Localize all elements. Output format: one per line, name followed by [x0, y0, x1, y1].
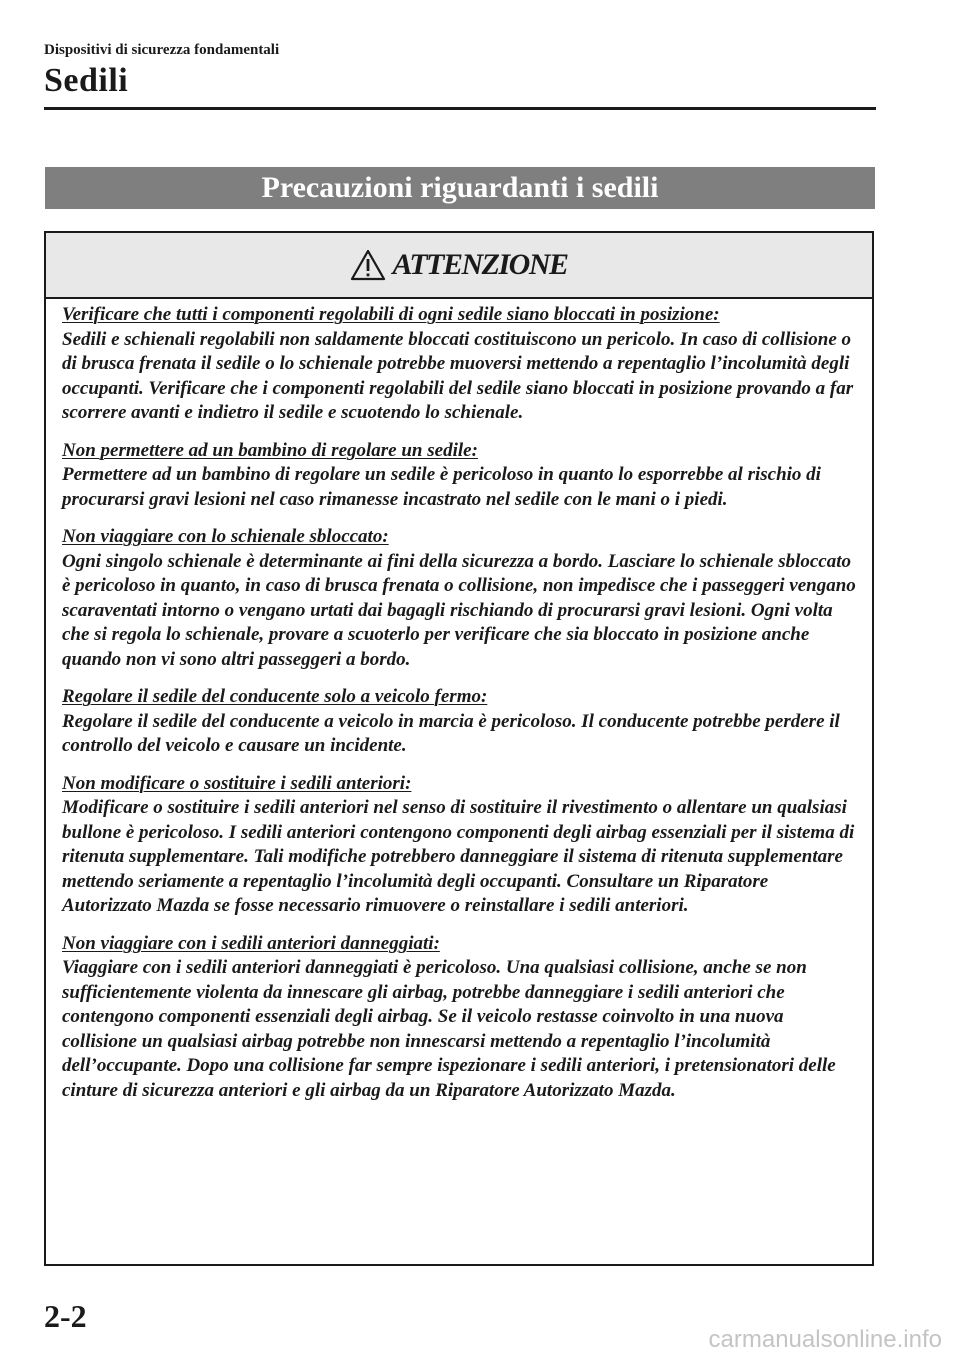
paragraph-body: Modificare o sostituire i sedili anteriori nel senso di sostituire il rivestimento o allentare un qualsiasi bullone è pericoloso. I sedili anteriori contengono componenti degli airbag essenziali per il sistema di ritenuta supplementare. Tali modifiche potrebbero danneggiare il sistema di ritenuta supplementare mettendo seriamente a repentaglio l’incolumità degli occupanti. Consultare un Riparatore Autorizzato Mazda se fosse necessario rimuovere o reinstallare i sedili anteriori.	[62, 797, 855, 916]
warning-paragraph	[62, 772, 856, 919]
paragraph-body: Sedili e schienali regolabili non saldamente bloccati costituiscono un pericolo. In caso di collisione o di brusca frenata il sedile o lo schienale potrebbe muoversi mettendo a repentaglio l’incolumità degli occupanti. Verificare che i componenti regolabili del sedile siano bloccati in posizione provando a far scorrere avanti e indietro il sedile e scuotendo lo schienale.	[62, 328, 854, 423]
warning-paragraph	[62, 525, 856, 672]
paragraph-heading: Non viaggiare con i sedili anteriori danneggiati:	[62, 932, 440, 954]
paragraph-body: Regolare il sedile del conducente a veicolo in marcia è pericoloso. Il conducente potrebbe perdere il controllo del veicolo e causare un incidente.	[62, 710, 840, 756]
paragraph-heading: Regolare il sedile del conducente solo a veicolo fermo:	[62, 686, 488, 707]
warning-header	[46, 233, 872, 299]
warning-content	[46, 299, 872, 1103]
paragraph-body: Ogni singolo schienale è determinante ai fini della sicurezza a bordo. Lasciare lo schienale sbloccato è pericoloso in quanto, in caso di brusca frenata o collisione, non impedisce che i passeggeri vengano scaraventati intorno o vengano urtati dai bagagli rischiando di procurarsi gravi lesioni. Ogni volta che si regola lo schienale, provare a scuoterlo per verificare che sia bloccato in posizione anche quando non vi sono altri passeggeri a bordo.	[62, 550, 856, 670]
paragraph-body: Viaggiare con i sedili anteriori danneggiati è pericoloso. Una qualsiasi collisione, anche se non sufficientemente violenta da innescare gli airbag, potrebbe danneggiare i sedili anteriori che contengono componenti essenziali degli airbag. Se il veicolo restasse coinvolto in una nuova collisione un qualsiasi airbag potrebbe non innescarsi mettendo a repentaglio l’incolumità dell’occupante. Dopo una collisione far sempre ispezionare i sedili anteriori, i pretensionatori delle cinture di sicurezza anteriori e gli airbag da un Riparatore Autorizzato Mazda.	[62, 957, 836, 1101]
paragraph-heading: Verificare che tutti i componenti regolabili di ogni sedile siano bloccati in posizione:	[62, 304, 720, 325]
watermark: carmanualsonline.info	[708, 1326, 942, 1353]
warning-paragraph	[62, 303, 856, 426]
paragraph-heading: Non viaggiare con lo schienale sbloccato:	[62, 526, 389, 547]
header-divider	[44, 107, 876, 110]
paragraph-heading: Non permettere ad un bambino di regolare un sedile:	[62, 439, 478, 461]
warning-paragraph	[62, 439, 856, 513]
warning-paragraph	[62, 932, 856, 1104]
page-title: Sedili	[44, 62, 129, 99]
paragraph-heading: Non modificare o sostituire i sedili anteriori:	[62, 772, 412, 794]
warning-title	[350, 248, 567, 282]
section-banner: Precauzioni riguardanti i sedili	[45, 167, 875, 209]
page-number: 2-2	[44, 1298, 87, 1334]
warning-triangle-icon	[350, 249, 386, 281]
paragraph-body: Permettere ad un bambino di regolare un sedile è pericoloso in quanto lo esporrebbe al rischio di procurarsi gravi lesioni nel caso rimanesse incastrato nel sedile con le mani o i piedi.	[62, 464, 821, 510]
section-breadcrumb: Dispositivi di sicurezza fondamentali	[44, 42, 280, 58]
warning-label: ATTENZIONE	[392, 248, 568, 281]
warning-box	[44, 231, 874, 1266]
warning-paragraph	[62, 685, 856, 759]
